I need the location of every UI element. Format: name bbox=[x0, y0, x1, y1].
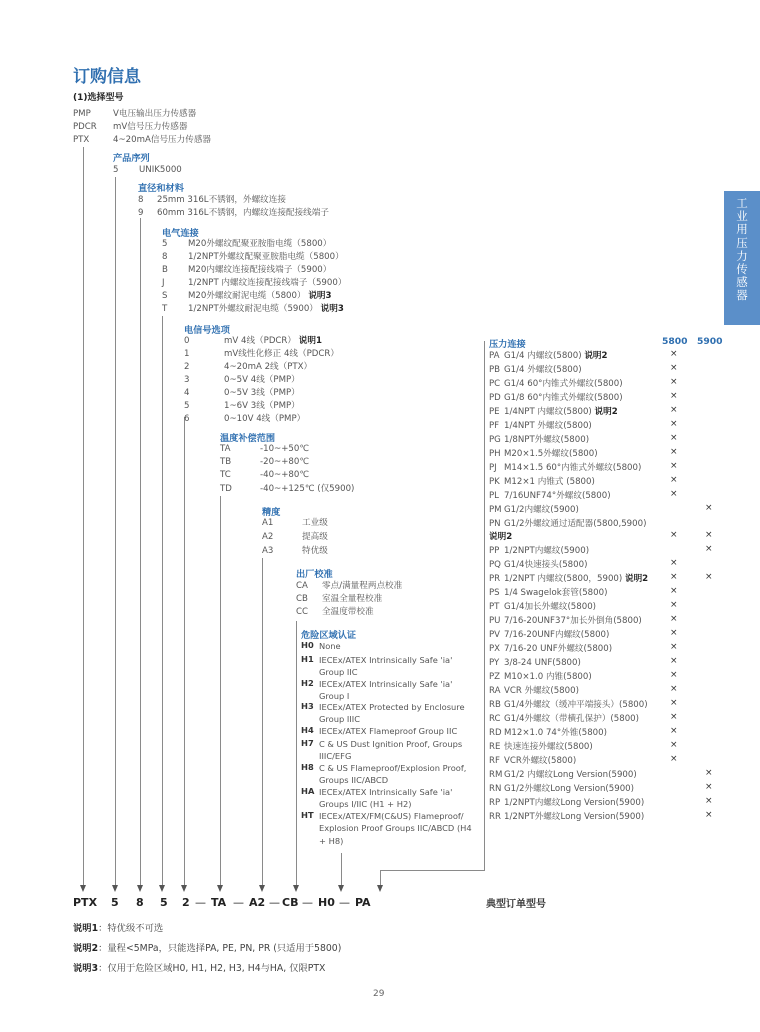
compat-5800-mark: × bbox=[670, 405, 678, 415]
signal-row: 2 4~20mA 2线（PTX） bbox=[184, 362, 313, 372]
temperature-row: TC -40~+80℃ bbox=[220, 470, 310, 480]
model-part: H0 bbox=[318, 896, 335, 909]
pressure-row bbox=[489, 600, 596, 614]
arrow-icon bbox=[159, 885, 165, 892]
pressure-desc: M20×1.5外螺纹(5800) bbox=[504, 449, 598, 459]
pressure-code: PU bbox=[489, 616, 501, 626]
compat-5800-mark: × bbox=[670, 377, 678, 387]
pressure-code: PB bbox=[489, 365, 501, 375]
electrical-row: J 1/2NPT 内螺纹连接配接线端子（5900） bbox=[162, 278, 347, 288]
signal-row: 1 mV线性化修正 4线（PDCR） bbox=[184, 349, 339, 359]
model-part: PTX bbox=[73, 896, 98, 909]
calibration-heading: 出厂校准 bbox=[296, 569, 333, 580]
compat-5800-mark: × bbox=[670, 349, 678, 359]
model-part: 5 bbox=[160, 896, 168, 909]
note-ref: 说明2 bbox=[594, 407, 618, 417]
pressure-desc: 7/16-20UNF内螺纹(5800) bbox=[504, 630, 610, 640]
pressure-code: PH bbox=[489, 449, 501, 459]
pressure-code: PE bbox=[489, 407, 500, 417]
compat-5800-mark: × bbox=[670, 363, 678, 373]
side-tab-label: 工业用压力传感器 bbox=[736, 196, 748, 303]
pressure-code: RP bbox=[489, 798, 501, 808]
pressure-code: PY bbox=[489, 658, 500, 668]
example-model bbox=[73, 896, 371, 909]
pressure-row bbox=[489, 754, 576, 768]
pressure-desc: G1/2内螺纹(5900) bbox=[504, 505, 579, 515]
type-row: PTX 4~20mA信号压力传感器 bbox=[73, 135, 212, 145]
pressure-row bbox=[489, 461, 641, 475]
model-part: PA bbox=[355, 896, 371, 909]
compat-5900-mark: × bbox=[705, 810, 713, 820]
series-row: 5 UNIK5000 bbox=[113, 165, 182, 175]
pressure-row bbox=[489, 628, 609, 642]
signal-row: 4 0~5V 3线（PMP） bbox=[184, 388, 300, 398]
model-part: 2 bbox=[182, 896, 190, 909]
compat-5900-mark: × bbox=[705, 572, 713, 582]
compat-5800-mark: × bbox=[670, 684, 678, 694]
pressure-desc: M10×1.0 内锥(5800) bbox=[504, 672, 592, 682]
pressure-desc: G1/4外螺纹（带横孔保护）(5800) bbox=[504, 714, 640, 724]
model-part: — bbox=[339, 896, 350, 909]
compat-5800-mark: × bbox=[670, 754, 678, 764]
pressure-row bbox=[489, 712, 639, 726]
compat-5900-mark: × bbox=[705, 544, 713, 554]
type-row: PDCR mV信号压力传感器 bbox=[73, 122, 188, 132]
col-header-5900: 5900 bbox=[697, 336, 723, 347]
note-2: 说明2：量程<5MPa，只能选择PA, PE, PN, PR (只适用于5800) bbox=[73, 943, 342, 954]
arrow-icon bbox=[137, 885, 143, 892]
pressure-desc: G1/4加长外螺纹(5800) bbox=[504, 602, 597, 612]
note-ref: 说明2 bbox=[584, 351, 608, 361]
pressure-code: PG bbox=[489, 435, 501, 445]
compat-5800-mark: × bbox=[670, 698, 678, 708]
compat-5800-mark: × bbox=[670, 656, 678, 666]
note-ref: 说明1 bbox=[298, 336, 322, 346]
compat-5800-mark: × bbox=[670, 419, 678, 429]
pressure-desc: VCR 外螺纹(5800) bbox=[504, 686, 579, 696]
compat-5800-mark: × bbox=[670, 447, 678, 457]
diameter-heading: 直径和材料 bbox=[138, 183, 184, 194]
accuracy-row: A1 工业级 bbox=[262, 518, 328, 528]
electrical-heading: 电气连接 bbox=[162, 228, 199, 239]
compat-5900-mark: × bbox=[705, 768, 713, 778]
pressure-row bbox=[489, 377, 623, 391]
pressure-code: PS bbox=[489, 588, 500, 598]
pressure-desc: G1/4 60°内锥式外螺纹(5800) bbox=[504, 379, 623, 389]
compat-5800-mark: × bbox=[670, 558, 678, 568]
compat-5900-mark: × bbox=[705, 503, 713, 513]
signal-row: 3 0~5V 4线（PMP） bbox=[184, 375, 300, 385]
compat-5800-mark: × bbox=[670, 628, 678, 638]
note-ref: 说明3 bbox=[320, 304, 344, 314]
calibration-row: CA 零点/满量程两点校准 bbox=[296, 581, 403, 591]
compat-5900-mark: × bbox=[705, 782, 713, 792]
pressure-desc: G1/2外螺纹通过适配器(5800,5900) bbox=[504, 519, 647, 529]
pressure-row bbox=[489, 349, 608, 363]
pressure-row bbox=[489, 558, 587, 572]
pressure-row bbox=[489, 447, 598, 461]
note-ref: 说明2 bbox=[624, 574, 649, 584]
model-part: — bbox=[195, 896, 206, 909]
pressure-code: RA bbox=[489, 686, 501, 696]
pressure-desc: G1/4 内螺纹(5800) bbox=[504, 351, 582, 361]
pressure-desc: M14×1.5 60°内锥式外螺纹(5800) bbox=[504, 463, 642, 473]
pressure-desc: G1/4 外螺纹(5800) bbox=[504, 365, 582, 375]
arrow-icon bbox=[377, 885, 383, 892]
model-part: — bbox=[233, 896, 244, 909]
signal-heading: 电信号选项 bbox=[184, 325, 230, 336]
page-number: 29 bbox=[373, 989, 385, 999]
model-part: CB bbox=[282, 896, 299, 909]
pressure-desc: 1/2NPT内螺纹(5900) bbox=[504, 546, 590, 556]
compat-5800-mark: × bbox=[670, 670, 678, 680]
compat-5900-mark: × bbox=[705, 796, 713, 806]
guide-line-calibration bbox=[296, 621, 297, 885]
compat-5800-mark: × bbox=[670, 530, 678, 540]
example-label: 典型订单型号 bbox=[486, 899, 546, 910]
compat-5800-mark: × bbox=[670, 391, 678, 401]
pressure-row bbox=[489, 656, 581, 670]
pressure-code: RN bbox=[489, 784, 502, 794]
pressure-code: PF bbox=[489, 421, 500, 431]
model-part: TA bbox=[211, 896, 227, 909]
compat-5800-mark: × bbox=[670, 642, 678, 652]
signal-row: 6 0~10V 4线（PMP） bbox=[184, 414, 306, 424]
guide-line-pressure bbox=[380, 870, 381, 885]
compat-5800-mark: × bbox=[670, 726, 678, 736]
note-1: 说明1：特优级不可选 bbox=[73, 923, 164, 934]
pressure-desc: 3/8-24 UNF(5800) bbox=[504, 658, 581, 668]
hazard-heading: 危险区域认证 bbox=[301, 630, 357, 641]
compat-5900-mark: × bbox=[705, 530, 713, 540]
page-title: 订购信息 bbox=[73, 67, 141, 87]
pressure-desc: 7/16-20 UNF外螺纹(5800) bbox=[504, 644, 613, 654]
guide-line-electrical bbox=[162, 316, 163, 885]
pressure-desc: VCR外螺纹(5800) bbox=[504, 756, 577, 766]
pressure-desc: G1/8 60°内锥式外螺纹(5800) bbox=[504, 393, 623, 403]
pressure-row bbox=[489, 544, 589, 558]
pressure-row bbox=[489, 698, 648, 712]
pressure-row bbox=[489, 503, 579, 517]
diameter-row: 8 25mm 316L不锈钢，外螺纹连接 bbox=[138, 195, 286, 205]
guide-line-accuracy bbox=[262, 558, 263, 885]
electrical-row: 8 1/2NPT外螺纹配聚亚胺脂电缆（5800） bbox=[162, 252, 344, 262]
pressure-code: PV bbox=[489, 630, 501, 640]
arrow-icon bbox=[181, 885, 187, 892]
arrow-icon bbox=[80, 885, 86, 892]
pressure-row bbox=[489, 642, 612, 656]
pressure-row bbox=[489, 670, 592, 684]
compat-5800-mark: × bbox=[670, 572, 678, 582]
model-part: A2 bbox=[249, 896, 266, 909]
pressure-code: PJ bbox=[489, 463, 497, 473]
arrow-icon bbox=[112, 885, 118, 892]
pressure-code: PM bbox=[489, 505, 502, 515]
hazard-list: H0 None H1 IECEx/ATEX Intrinsically Safe 'ia' Group IIC H2 IECEx/ATEX Intrinsically Safe 'ia' Group I H3 IECEx/ATEX Protected by Enclosure Group IIIC H4 IECEx/ATEX Flameproof Group IIC H7 C & US Dust Ignition Proof, Groups IIIC/EFG H8 C & US Flameproof/Explosion Proof, Groups IIC/ABCD HA IECEx/ATEX Intrinsically Safe 'ia' Groups I/IIC (H1 + H2) HT IECEx/ATEX/FM(C&US) Flameproof/ Explosion Proof Groups IIC/ABCD (H4 + H8) bbox=[301, 640, 472, 846]
pressure-code: PA bbox=[489, 351, 500, 361]
guide-line-temperature bbox=[220, 496, 221, 885]
note-ref: 说明2 bbox=[489, 532, 513, 542]
temperature-heading: 温度补偿范围 bbox=[220, 433, 276, 444]
guide-line-series bbox=[115, 177, 116, 885]
electrical-row: S M20外螺纹耐泥电缆（5800） 说明3 bbox=[162, 291, 332, 301]
pressure-row bbox=[489, 419, 592, 433]
temperature-row: TA -10~+50℃ bbox=[220, 444, 310, 454]
pressure-desc: 7/16UNF74°外螺纹(5800) bbox=[504, 491, 611, 501]
pressure-code: RM bbox=[489, 770, 503, 780]
compat-5800-mark: × bbox=[670, 614, 678, 624]
pressure-code: PN bbox=[489, 519, 501, 529]
guide-line-type bbox=[83, 147, 84, 885]
pressure-code: PZ bbox=[489, 672, 501, 682]
compat-5800-mark: × bbox=[670, 586, 678, 596]
model-part: 5 bbox=[111, 896, 119, 909]
pressure-desc: G1/4快速接头(5800) bbox=[504, 560, 588, 570]
electrical-row: B M20内螺纹连接配接线端子（5900） bbox=[162, 265, 332, 275]
pressure-code: RF bbox=[489, 756, 500, 766]
electrical-row: 5 M20外螺纹配聚亚胺脂电缆（5800） bbox=[162, 239, 332, 249]
pressure-row bbox=[489, 433, 589, 447]
pressure-code: RC bbox=[489, 714, 501, 724]
pressure-heading: 压力连接 bbox=[489, 339, 526, 350]
pressure-desc: M12×1 内锥式 (5800) bbox=[504, 477, 595, 487]
guide-line-pressure-v bbox=[484, 341, 485, 871]
pressure-code: RR bbox=[489, 812, 501, 822]
pressure-code: RD bbox=[489, 728, 502, 738]
pressure-row bbox=[489, 475, 595, 489]
pressure-desc: 1/4 Swagelok套管(5800) bbox=[504, 588, 608, 598]
pressure-desc: 快速连接外螺纹(5800) bbox=[504, 742, 593, 752]
compat-5800-mark: × bbox=[670, 433, 678, 443]
pressure-row bbox=[489, 363, 582, 377]
pressure-row bbox=[489, 768, 637, 782]
pressure-row bbox=[489, 517, 646, 531]
pressure-code: PP bbox=[489, 546, 500, 556]
pressure-desc: 1/4NPT 内螺纹(5800) bbox=[504, 407, 592, 417]
pressure-row bbox=[489, 796, 644, 810]
pressure-row bbox=[489, 489, 611, 503]
compat-5800-mark: × bbox=[670, 461, 678, 471]
guide-line-signal bbox=[184, 417, 185, 885]
pressure-row bbox=[489, 614, 642, 628]
pressure-desc: 1/2NPT内螺纹Long Version(5900) bbox=[504, 798, 645, 808]
signal-row: 0 mV 4线（PDCR） 说明1 bbox=[184, 336, 322, 346]
col-header-5800: 5800 bbox=[662, 336, 688, 347]
pressure-code: RE bbox=[489, 742, 501, 752]
pressure-code: PK bbox=[489, 477, 500, 487]
pressure-desc: G1/4外螺纹（缓冲平端接头）(5800) bbox=[504, 700, 648, 710]
accuracy-heading: 精度 bbox=[262, 507, 281, 518]
pressure-row bbox=[489, 810, 644, 824]
guide-line-pressure-h bbox=[380, 870, 484, 871]
pressure-row bbox=[489, 586, 607, 600]
pressure-desc: 1/4NPT 外螺纹(5800) bbox=[504, 421, 592, 431]
pressure-row bbox=[489, 740, 593, 754]
compat-5800-mark: × bbox=[670, 712, 678, 722]
accuracy-row: A3 特优级 bbox=[262, 546, 328, 556]
arrow-icon bbox=[259, 885, 265, 892]
pressure-desc: G1/2外螺纹Long Version(5900) bbox=[504, 784, 634, 794]
electrical-row: T 1/2NPT外螺纹耐泥电缆（5900） 说明3 bbox=[162, 304, 344, 314]
type-row: PMP V电压输出压力传感器 bbox=[73, 109, 197, 119]
pressure-row bbox=[489, 726, 607, 740]
pressure-code: RB bbox=[489, 700, 501, 710]
guide-line-diameter bbox=[140, 218, 141, 885]
pressure-code: PC bbox=[489, 379, 501, 389]
pressure-row bbox=[489, 391, 623, 405]
arrow-icon bbox=[293, 885, 299, 892]
temperature-row: TD -40~+125℃ (仅5900) bbox=[220, 484, 355, 494]
pressure-row bbox=[489, 684, 579, 698]
temperature-row: TB -20~+80℃ bbox=[220, 457, 310, 467]
calibration-row: CC 全温度带校准 bbox=[296, 607, 374, 617]
model-part: — bbox=[269, 896, 280, 909]
series-heading: 产品序列 bbox=[113, 153, 150, 164]
compat-5800-mark: × bbox=[670, 475, 678, 485]
model-part: 8 bbox=[136, 896, 144, 909]
arrow-icon bbox=[338, 885, 344, 892]
pressure-desc: M12×1.0 74°外锥(5800) bbox=[504, 728, 607, 738]
guide-line-hazard bbox=[341, 853, 342, 885]
pressure-desc: G1/2 内螺纹Long Version(5900) bbox=[504, 770, 637, 780]
pressure-desc: 7/16-20UNF37°加长外倒角(5800) bbox=[504, 616, 642, 626]
calibration-row: CB 室温全量程校准 bbox=[296, 594, 383, 604]
pressure-code: PX bbox=[489, 644, 501, 654]
pressure-desc: 1/2NPT 内螺纹(5800，5900) bbox=[504, 574, 623, 584]
pressure-row bbox=[489, 405, 618, 419]
accuracy-row: A2 提高级 bbox=[262, 532, 328, 542]
pressure-code: PD bbox=[489, 393, 501, 403]
signal-row: 5 1~6V 3线（PMP） bbox=[184, 401, 300, 411]
pressure-desc: 1/8NPT外螺纹(5800) bbox=[504, 435, 590, 445]
pressure-row bbox=[489, 782, 634, 796]
pressure-code: PR bbox=[489, 574, 501, 584]
compat-5800-mark: × bbox=[670, 489, 678, 499]
pressure-code: PQ bbox=[489, 560, 501, 570]
pressure-code: PL bbox=[489, 491, 499, 501]
pressure-code: PT bbox=[489, 602, 500, 612]
pressure-desc: 1/2NPT外螺纹Long Version(5900) bbox=[504, 812, 645, 822]
arrow-icon bbox=[217, 885, 223, 892]
compat-5800-mark: × bbox=[670, 600, 678, 610]
pressure-row bbox=[489, 572, 648, 586]
note-3: 说明3：仅用于危险区域H0, H1, H2, H3, H4与HA, 仅限PTX bbox=[73, 963, 326, 974]
model-part: — bbox=[302, 896, 313, 909]
diameter-row: 9 60mm 316L不锈钢，内螺纹连接配接线端子 bbox=[138, 208, 329, 218]
compat-5800-mark: × bbox=[670, 740, 678, 750]
section-subtitle: (1)选择型号 bbox=[73, 93, 124, 103]
note-ref: 说明3 bbox=[308, 291, 332, 301]
